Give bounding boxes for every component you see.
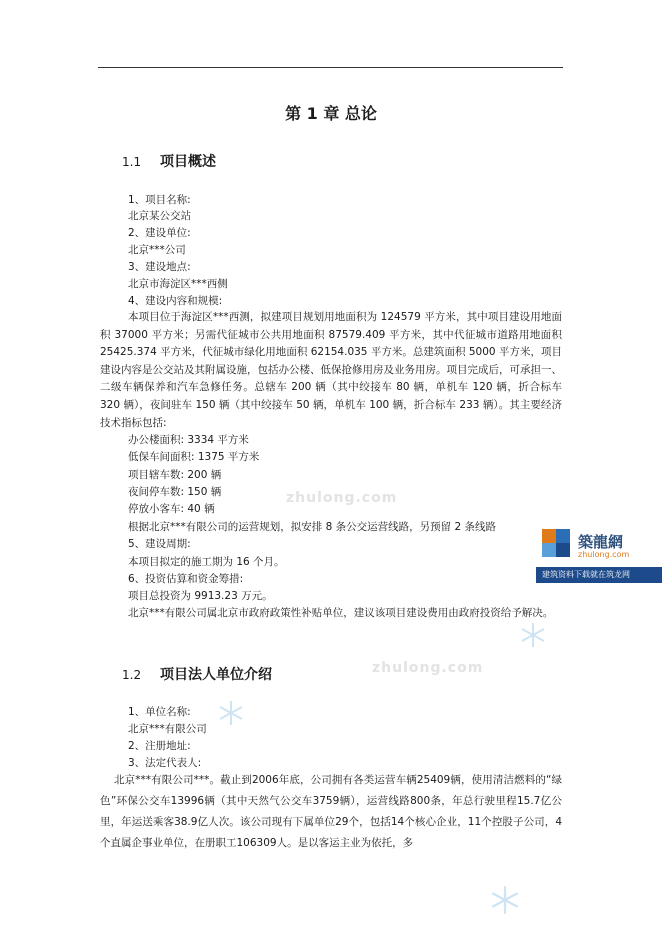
- list-item: 北京某公交站: [128, 210, 191, 222]
- list-item: 3、建设地点:: [128, 261, 191, 273]
- list-item: 北京***公司: [128, 244, 186, 256]
- logo-bar: 建筑资料下载就在筑龙网: [536, 567, 662, 583]
- section-title: 项目法人单位介绍: [160, 667, 272, 683]
- body-paragraph: 本项目位于海淀区***西测，拟建项目规划用地面积为 124579 平方米，其中项目建设用地面积 37000 平方米；另需代征城市公共用地面积 87579.409 平方米，其中代征城市道路用地面积 25425.374 平方米，代征城市绿化用地面积 62154.035 平方米。总建筑面积 5000 平方米，项目建设内容是公交站及其附属设施，包括办公楼、低保抢修用房及业务用房。项目完成后，可承担一、二级车辆保养和汽车急修任务。总辖车 200 辆（其中绞接车 80 辆，单机车 120 辆，折合标车 320 辆），夜间驻车 150 辆（其中绞接车 50 辆，单机车 100 辆，折合标车 233 辆）。其主要经济技术指标包括:: [100, 311, 562, 429]
- list-item: 北京市海淀区***西侧: [128, 278, 228, 290]
- list-item: 1、项目名称:: [128, 194, 191, 206]
- list-item: 本项目拟定的施工期为 16 个月。: [128, 556, 285, 568]
- logo-emblem-icon: [536, 523, 576, 567]
- list-item: 2、注册地址:: [128, 740, 191, 752]
- section-heading-1-1: [122, 151, 216, 171]
- indicator-item: 项目辖车数: 200 辆: [128, 469, 222, 481]
- plan-text: 根据北京***有限公司的运营规划，拟安排 8 条公交运营线路，另预留 2 条线路: [128, 521, 496, 533]
- body-paragraph: 北京***有限公司***。截止到2006年底，公司拥有各类运营车辆25409辆，使用清洁燃料的“绿色”环保公交车13996辆（其中天然气公交车3759辆），运营线路800条，年总行驶里程15.7亿公里，年运送乘客38.9亿人次。该公司现有下属单位29个，包括14个核心企业，11个控股子公司，4个直属企事业单位，在册职工106309人。是以客运主业为依托，多: [100, 774, 562, 849]
- snowflake-icon: [490, 885, 520, 915]
- zhulong-logo: [536, 523, 662, 583]
- list-item: 项目总投资为 9913.23 万元。: [128, 590, 273, 602]
- list-item: 2、建设单位:: [128, 227, 191, 239]
- body-paragraph: 北京***有限公司属北京市政府政策性补贴单位，建议该项目建设费用由政府投资给予解决。: [128, 607, 554, 619]
- indicator-item: 低保车间面积: 1375 平方米: [128, 451, 260, 463]
- list-item: 北京***有限公司: [128, 723, 207, 735]
- watermark: zhulong.com: [286, 490, 398, 506]
- section-heading-1-2: [122, 664, 272, 684]
- chapter-title: 第 1 章 总论: [285, 104, 377, 123]
- section-number: 1.2: [122, 668, 142, 682]
- indicator-item: 夜间停车数: 150 辆: [128, 486, 222, 498]
- indicator-item: 停放小客车: 40 辆: [128, 503, 215, 515]
- snowflake-icon: [218, 700, 244, 726]
- list-item: 1、单位名称:: [128, 706, 191, 718]
- snowflake-icon: [520, 622, 546, 648]
- list-item: 3、法定代表人:: [128, 757, 202, 769]
- section-number: 1.1: [122, 155, 142, 169]
- list-item: 6、投资估算和资金筹措:: [128, 573, 244, 585]
- logo-en: zhulong.com: [578, 550, 630, 559]
- indicator-item: 办公楼面积: 3334 平方米: [128, 434, 249, 446]
- watermark: zhulong.com: [372, 660, 484, 676]
- list-item: 5、建设周期:: [128, 538, 191, 550]
- header-rule: [98, 67, 563, 68]
- logo-cn: 築龍網: [578, 533, 624, 551]
- section-title: 项目概述: [160, 154, 216, 170]
- list-item: 4、建设内容和规模:: [128, 295, 223, 307]
